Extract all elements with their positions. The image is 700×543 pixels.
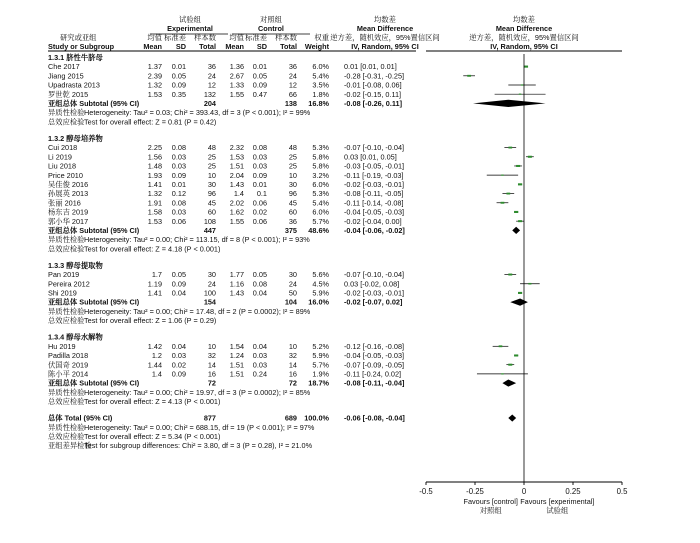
ctl-sd: 0.09 <box>252 170 267 180</box>
weight-header: Weight <box>304 42 329 51</box>
subtotal-exp-total: 72 <box>207 378 216 388</box>
study-ci: -0.11 [-0.24, 0.02] <box>344 369 402 379</box>
md-text-header: Mean Difference <box>356 24 414 33</box>
exp-total: 10 <box>207 341 216 351</box>
exp-mean: 1.32 <box>147 80 162 90</box>
subtotal-label: 亚组总体 Subtotal (95% CI) <box>48 99 140 108</box>
experimental-header: Experimental <box>167 24 213 33</box>
exp-mean: 2.25 <box>147 143 162 153</box>
exp-mean: 1.2 <box>151 351 162 361</box>
exp-total: 45 <box>207 198 216 208</box>
subtotal-exp-total: 447 <box>203 225 216 235</box>
study-name: Li 2019 <box>48 152 72 162</box>
ctl-col-header-cn: 标准差 <box>245 33 267 42</box>
study-weight: 5.7% <box>312 216 329 226</box>
study-ci: 0.03 [0.01, 0.05] <box>344 152 397 162</box>
ctl-total: 24 <box>288 279 297 289</box>
study-point <box>524 66 528 68</box>
total-overall-effect-test-cn: 总效应检验 <box>48 432 85 442</box>
study-ci: -0.07 [-0.10, -0.04] <box>344 270 405 280</box>
ctl-col-header-cn: 样本数 <box>275 33 297 42</box>
ctl-sd: 0.03 <box>252 161 267 171</box>
subtotal-weight: 16.8% <box>308 99 329 108</box>
study-name: 孙展英 2013 <box>48 189 89 199</box>
study-ci: -0.08 [-0.11, -0.05] <box>344 189 404 199</box>
study-weight: 5.3% <box>312 189 329 199</box>
ctl-mean: 1.24 <box>229 351 244 361</box>
overall-effect-test: Test for overall effect: Z = 4.18 (P < 0.001) <box>84 244 221 254</box>
ctl-total: 24 <box>288 71 297 81</box>
study-point <box>528 283 531 285</box>
x-tick-label: 0.25 <box>565 487 581 496</box>
study-ci: -0.02 [-0.03, -0.01] <box>344 288 405 298</box>
md-plot-method-cn: 逆方差，随机效应，95%置信区间 <box>469 33 579 42</box>
ctl-mean: 1.51 <box>229 161 244 171</box>
exp-sd: 0.12 <box>171 189 186 199</box>
exp-sd: 0.03 <box>171 152 186 162</box>
study-weight: 5.8% <box>312 152 329 162</box>
study-name: Liu 2018 <box>48 161 76 171</box>
x-tick-label: -0.25 <box>466 487 484 496</box>
study-name: 郭小华 2017 <box>48 216 89 226</box>
study-ci: -0.02 [-0.03, -0.01] <box>344 179 405 189</box>
study-weight: 3.5% <box>312 80 329 90</box>
ctl-sd: 0.08 <box>252 143 267 153</box>
overall-effect-test: Test for overall effect: Z = 4.13 (P < 0.001) <box>84 397 221 407</box>
exp-total: 100 <box>203 288 216 298</box>
study-point <box>506 193 510 195</box>
ctl-mean: 1.53 <box>229 152 244 162</box>
total-overall-effect-test: Test for overall effect: Z = 5.34 (P < 0.001) <box>84 432 221 442</box>
exp-sd: 0.08 <box>171 198 186 208</box>
ctl-mean: 2.02 <box>229 198 244 208</box>
ctl-col-header: Total <box>280 42 297 51</box>
exp-total: 16 <box>207 369 216 379</box>
study-point <box>518 183 522 185</box>
overall-effect-test-cn: 总效应检验 <box>48 117 85 127</box>
subtotal-ci: -0.04 [-0.06, -0.02] <box>344 225 405 235</box>
ctl-mean: 1.33 <box>229 80 244 90</box>
ctl-sd: 0.03 <box>252 351 267 361</box>
study-weight: 5.6% <box>312 270 329 280</box>
subtotal-diamond <box>473 100 546 107</box>
subtotal-ci: -0.08 [-0.26, 0.11] <box>344 99 403 108</box>
ctl-mean: 1.4 <box>233 189 244 199</box>
exp-sd: 0.03 <box>171 351 186 361</box>
study-point <box>508 274 512 276</box>
ctl-mean: 1.55 <box>229 89 244 99</box>
exp-col-header: Mean <box>143 42 162 51</box>
study-name: Che 2017 <box>48 62 80 72</box>
study-ci: 0.03 [-0.02, 0.08] <box>344 279 400 289</box>
ctl-col-header-cn: 均值 <box>229 33 244 42</box>
exp-mean: 1.53 <box>147 216 162 226</box>
exp-sd: 0.05 <box>171 71 186 81</box>
exp-mean: 1.53 <box>147 89 162 99</box>
ctl-total: 16 <box>288 369 297 379</box>
ctl-total: 48 <box>288 143 297 153</box>
ctl-mean: 1.77 <box>229 270 244 280</box>
study-ci: -0.12 [-0.16, -0.08] <box>344 341 405 351</box>
ctl-sd: 0.02 <box>252 207 267 217</box>
ctl-total: 96 <box>288 189 297 199</box>
subtotal-ctl-total: 72 <box>288 378 297 388</box>
study-name: Jiang 2015 <box>48 71 84 81</box>
study-name: Pereira 2012 <box>48 279 90 289</box>
study-header: Study or Subgroup <box>48 42 115 51</box>
study-ci: -0.02 [-0.04, 0.00] <box>344 216 402 226</box>
ctl-col-header: Mean <box>225 42 244 51</box>
study-ci: -0.01 [-0.08, 0.06] <box>344 80 402 90</box>
heterogeneity-test: Heterogeneity: Tau² = 0.00; Chi² = 19.97, df = 3 (P = 0.0002); I² = 85% <box>84 387 311 397</box>
ctl-mean: 1.54 <box>229 341 244 351</box>
subgroup-title: 1.3.2 醇母培养物 <box>48 133 103 143</box>
ctl-total: 30 <box>288 179 297 189</box>
study-name: Upadrasta 2013 <box>48 80 100 90</box>
ctl-sd: 0.06 <box>252 216 267 226</box>
ctl-sd: 0.06 <box>252 198 267 208</box>
ctl-total: 10 <box>288 341 297 351</box>
study-ci: -0.28 [-0.31, -0.25] <box>344 71 405 81</box>
study-name: 伏国奇 2019 <box>48 360 89 370</box>
exp-mean: 1.7 <box>151 270 162 280</box>
study-name: 吴佳俊 2016 <box>48 179 89 189</box>
exp-col-header-cn: 标准差 <box>164 33 186 42</box>
study-ci: -0.04 [-0.05, -0.03] <box>344 207 405 217</box>
ctl-mean: 1.16 <box>229 279 244 289</box>
study-point <box>518 292 522 294</box>
overall-effect-test-cn: 总效应检验 <box>48 397 85 407</box>
overall-effect-test: Test for overall effect: Z = 0.81 (P = 0.42) <box>84 117 217 127</box>
exp-mean: 1.4 <box>151 369 162 379</box>
study-weight: 5.8% <box>312 161 329 171</box>
exp-sd: 0.06 <box>171 216 186 226</box>
study-point <box>516 165 520 167</box>
ctl-sd: 0.47 <box>252 89 267 99</box>
exp-col-header: Total <box>199 42 216 51</box>
subtotal-exp-total: 204 <box>203 99 216 108</box>
study-point <box>467 75 471 77</box>
study-weight: 5.4% <box>312 198 329 208</box>
exp-sd: 0.09 <box>171 170 186 180</box>
ctl-sd: 0.03 <box>252 360 267 370</box>
study-name: Shi 2019 <box>48 288 77 298</box>
experimental-header-cn: 试验组 <box>179 15 201 24</box>
md-plot-method: IV, Random, 95% CI <box>490 42 558 51</box>
total-label: 总体 Total (95% CI) <box>48 413 113 423</box>
study-point <box>508 147 512 149</box>
subtotal-ctl-total: 138 <box>284 99 297 108</box>
md-plot-header: Mean Difference <box>495 24 553 33</box>
heterogeneity-test-cn: 异质性检验 <box>48 387 85 397</box>
exp-total: 60 <box>207 207 216 217</box>
study-weight: 5.9% <box>312 288 329 298</box>
ctl-total: 25 <box>288 152 297 162</box>
ctl-total: 66 <box>288 89 297 99</box>
overall-effect-test-cn: 总效应检验 <box>48 316 85 326</box>
ctl-col-header: SD <box>256 42 267 51</box>
study-name: Hu 2019 <box>48 341 76 351</box>
study-weight: 4.5% <box>312 279 329 289</box>
subgroup-differences-test: Test for subgroup differences: Chi² = 3.80, df = 3 (P = 0.28), I² = 21.0% <box>84 441 313 451</box>
exp-sd: 0.03 <box>171 207 186 217</box>
study-point <box>501 373 504 374</box>
exp-sd: 0.35 <box>171 89 186 99</box>
subtotal-diamond <box>502 379 516 386</box>
ctl-total: 30 <box>288 270 297 280</box>
study-point <box>508 364 512 366</box>
exp-sd: 0.09 <box>171 80 186 90</box>
subtotal-weight: 18.7% <box>308 378 329 388</box>
study-ci: -0.07 [-0.10, -0.04] <box>344 143 405 153</box>
ctl-sd: 0.08 <box>252 279 267 289</box>
exp-total: 30 <box>207 270 216 280</box>
ctl-mean: 1.43 <box>229 179 244 189</box>
control-header: Control <box>258 24 284 33</box>
ctl-mean: 1.51 <box>229 360 244 370</box>
exp-total: 10 <box>207 170 216 180</box>
subtotal-label: 亚组总体 Subtotal (95% CI) <box>48 297 140 307</box>
ctl-total: 12 <box>288 80 297 90</box>
md-plot-header-cn: 均数差 <box>513 15 535 24</box>
exp-mean: 1.19 <box>147 279 162 289</box>
exp-total: 30 <box>207 179 216 189</box>
exp-col-header-cn: 样本数 <box>194 33 216 42</box>
ctl-total: 14 <box>288 360 297 370</box>
exp-total: 25 <box>207 152 216 162</box>
ctl-total: 36 <box>288 62 297 72</box>
subtotal-ctl-total: 375 <box>284 225 297 235</box>
exp-mean: 1.42 <box>147 341 162 351</box>
exp-mean: 1.41 <box>147 179 162 189</box>
ctl-mean: 2.04 <box>229 170 244 180</box>
total-diamond <box>508 414 516 421</box>
study-point <box>499 345 503 347</box>
total-ci: -0.06 [-0.08, -0.04] <box>344 413 405 423</box>
study-weight: 5.3% <box>312 143 329 153</box>
study-ci: 0.01 [0.01, 0.01] <box>344 62 397 72</box>
exp-total: 32 <box>207 351 216 361</box>
study-weight: 6.0% <box>312 179 329 189</box>
total-exp-total: 877 <box>203 413 216 423</box>
study-weight: 3.2% <box>312 170 329 180</box>
study-weight: 5.9% <box>312 351 329 361</box>
overall-effect-test-cn: 总效应检验 <box>48 244 85 254</box>
study-point <box>514 211 518 213</box>
ctl-sd: 0.05 <box>252 270 267 280</box>
exp-total: 132 <box>203 89 216 99</box>
study-point <box>501 202 505 204</box>
exp-total: 36 <box>207 62 216 72</box>
md-text-method-cn: 逆方差，随机效应，95%置信区间 <box>330 33 440 42</box>
exp-mean: 1.56 <box>147 152 162 162</box>
ctl-sd: 0.1 <box>256 189 267 199</box>
exp-col-header: SD <box>175 42 186 51</box>
ctl-sd: 0.01 <box>252 179 267 189</box>
ctl-total: 50 <box>288 288 297 298</box>
subtotal-diamond <box>512 227 520 234</box>
exp-sd: 0.01 <box>171 62 186 72</box>
ctl-total: 25 <box>288 161 297 171</box>
exp-sd: 0.08 <box>171 143 186 153</box>
x-tick-label: 0 <box>521 487 527 496</box>
study-name: 罗世乾 2015 <box>48 89 89 99</box>
exp-total: 14 <box>207 360 216 370</box>
exp-total: 96 <box>207 189 216 199</box>
x-tick-label: 0.5 <box>616 487 628 496</box>
subtotal-weight: 16.0% <box>308 297 329 307</box>
exp-total: 24 <box>207 71 216 81</box>
favours-experimental-cn: 试验组 <box>546 506 569 515</box>
study-name: Price 2010 <box>48 170 83 180</box>
exp-total: 48 <box>207 143 216 153</box>
x-tick-label: -0.5 <box>419 487 433 496</box>
study-point <box>528 156 532 158</box>
ctl-total: 10 <box>288 170 297 180</box>
exp-mean: 1.32 <box>147 189 162 199</box>
ctl-sd: 0.09 <box>252 80 267 90</box>
ctl-mean: 1.43 <box>229 288 244 298</box>
ctl-mean: 2.67 <box>229 71 244 81</box>
exp-sd: 0.04 <box>171 341 186 351</box>
study-ci: -0.07 [-0.09, -0.05] <box>344 360 405 370</box>
heterogeneity-test-cn: 异质性检验 <box>48 108 85 118</box>
ctl-mean: 1.62 <box>229 207 244 217</box>
exp-mean: 1.37 <box>147 62 162 72</box>
study-weight: 1.9% <box>312 369 329 379</box>
study-ci: -0.03 [-0.05, -0.01] <box>344 161 405 171</box>
ctl-mean: 1.36 <box>229 62 244 72</box>
subtotal-ci: -0.08 [-0.11, -0.04] <box>344 378 405 388</box>
ctl-sd: 0.05 <box>252 71 267 81</box>
exp-sd: 0.03 <box>171 161 186 171</box>
subtotal-ci: -0.02 [-0.07, 0.02] <box>344 297 403 307</box>
study-weight: 5.7% <box>312 360 329 370</box>
exp-mean: 1.93 <box>147 170 162 180</box>
study-weight: 1.8% <box>312 89 329 99</box>
subgroup-differences-test-cn: 亚组差异检验 <box>48 441 92 451</box>
weight-header-cn: 权重 <box>314 33 329 42</box>
study-name: Padilla 2018 <box>48 351 89 361</box>
subtotal-weight: 48.6% <box>308 225 329 235</box>
subtotal-ctl-total: 104 <box>284 297 297 307</box>
exp-col-header-cn: 均值 <box>147 33 162 42</box>
study-ci: -0.11 [-0.19, -0.03] <box>344 170 404 180</box>
study-weight: 6.0% <box>312 207 329 217</box>
study-name: 陈小平 2014 <box>48 369 89 379</box>
subgroup-title: 1.3.3 醇母提取物 <box>48 260 103 270</box>
heterogeneity-test: Heterogeneity: Tau² = 0.03; Chi² = 393.43, df = 3 (P < 0.001); I² = 99% <box>84 108 311 118</box>
md-text-header-cn: 均数差 <box>374 15 396 24</box>
exp-sd: 0.04 <box>171 288 186 298</box>
favours-experimental: Favours [experimental] <box>520 497 595 506</box>
study-ci: -0.04 [-0.05, -0.03] <box>344 351 405 361</box>
ctl-mean: 1.51 <box>229 369 244 379</box>
study-point <box>519 94 522 95</box>
exp-total: 108 <box>203 216 216 226</box>
study-point <box>514 354 518 356</box>
total-heterogeneity-test: Heterogeneity: Tau² = 0.00; Chi² = 688.15, df = 19 (P < 0.001); I² = 97% <box>84 422 315 432</box>
study-name: Pan 2019 <box>48 270 80 280</box>
heterogeneity-test-cn: 异质性检验 <box>48 235 85 245</box>
ctl-mean: 2.32 <box>229 143 244 153</box>
study-header-cn: 研究或亚组 <box>60 33 97 42</box>
exp-total: 12 <box>207 80 216 90</box>
study-ci: -0.11 [-0.14, -0.08] <box>344 198 404 208</box>
exp-total: 24 <box>207 279 216 289</box>
total-ctl-total: 689 <box>284 413 297 423</box>
study-name: Cui 2018 <box>48 143 78 153</box>
subtotal-label: 亚组总体 Subtotal (95% CI) <box>48 225 140 235</box>
overall-effect-test: Test for overall effect: Z = 1.06 (P = 0.29) <box>84 316 217 326</box>
exp-sd: 0.09 <box>171 369 186 379</box>
total-heterogeneity-test-cn: 异质性检验 <box>48 422 85 432</box>
ctl-total: 60 <box>288 207 297 217</box>
ctl-sd: 0.04 <box>252 288 267 298</box>
subgroup-title: 1.3.4 醇母水解物 <box>48 332 103 342</box>
exp-mean: 1.44 <box>147 360 162 370</box>
exp-sd: 0.05 <box>171 270 186 280</box>
study-ci: -0.02 [-0.15, 0.11] <box>344 89 402 99</box>
exp-sd: 0.02 <box>171 360 186 370</box>
subtotal-label: 亚组总体 Subtotal (95% CI) <box>48 378 140 388</box>
control-header-cn: 对照组 <box>260 15 282 24</box>
study-point <box>521 84 524 85</box>
exp-mean: 1.58 <box>147 207 162 217</box>
exp-mean: 1.48 <box>147 161 162 171</box>
subtotal-diamond <box>510 299 528 306</box>
subtotal-exp-total: 154 <box>203 297 216 307</box>
ctl-mean: 1.55 <box>229 216 244 226</box>
ctl-total: 36 <box>288 216 297 226</box>
subgroup-title: 1.3.1 脐性牛脐母 <box>48 53 103 62</box>
heterogeneity-test: Heterogeneity: Tau² = 0.00; Chi² = 17.48, df = 2 (P = 0.0002); I² = 89% <box>84 306 311 316</box>
ctl-sd: 0.24 <box>252 369 267 379</box>
exp-sd: 0.09 <box>171 279 186 289</box>
exp-mean: 1.91 <box>147 198 162 208</box>
favours-control-cn: 对照组 <box>479 506 502 515</box>
study-name: 杨东吉 2019 <box>48 207 89 217</box>
study-weight: 5.4% <box>312 71 329 81</box>
ctl-sd: 0.03 <box>252 152 267 162</box>
heterogeneity-test: Heterogeneity: Tau² = 0.00; Chi² = 113.15, df = 8 (P < 0.001); I² = 93% <box>84 235 310 245</box>
ctl-total: 32 <box>288 351 297 361</box>
heterogeneity-test-cn: 异质性检验 <box>48 306 85 316</box>
study-point <box>501 175 504 176</box>
exp-total: 25 <box>207 161 216 171</box>
ctl-sd: 0.04 <box>252 341 267 351</box>
study-point <box>518 220 522 222</box>
ctl-total: 45 <box>288 198 297 208</box>
study-weight: 6.0% <box>312 62 329 72</box>
total-weight: 100.0% <box>304 413 329 423</box>
exp-sd: 0.01 <box>171 179 186 189</box>
ctl-sd: 0.01 <box>252 62 267 72</box>
exp-mean: 1.41 <box>147 288 162 298</box>
favours-control: Favours [control] <box>463 497 518 506</box>
study-name: 张丽 2016 <box>48 198 81 208</box>
md-text-method: IV, Random, 95% CI <box>351 42 419 51</box>
study-weight: 5.2% <box>312 341 329 351</box>
exp-mean: 2.39 <box>147 71 162 81</box>
